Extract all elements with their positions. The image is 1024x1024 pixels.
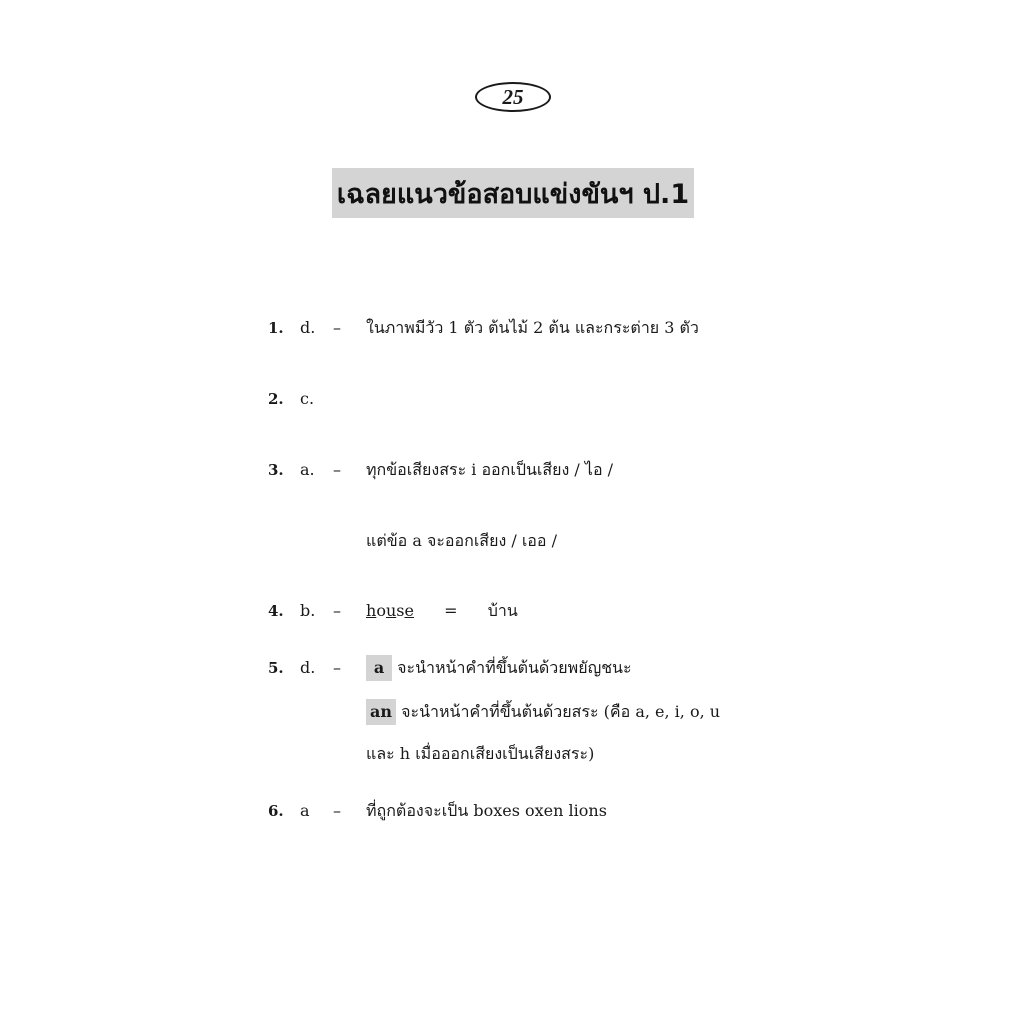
item-explanation: a จะนำหน้าคำที่ขึ้นต้นด้วยพยัญชนะ — [366, 653, 632, 683]
highlighted-article-an: an — [366, 699, 396, 725]
item-dash: – — [333, 801, 341, 820]
item-number: 5. — [268, 659, 284, 677]
item-number: 6. — [268, 802, 284, 820]
thai-meaning: บ้าน — [487, 601, 518, 620]
item-dash: – — [333, 658, 341, 677]
item-explanation: ในภาพมีวัว 1 ตัว ต้นไม้ 2 ต้น และกระต่าย 3 ตัว — [366, 318, 699, 337]
item-number: 3. — [268, 461, 284, 479]
english-word: house — [366, 601, 414, 620]
page-number: 25 — [475, 82, 551, 112]
item-explanation: และ h เมื่อออกเสียงเป็นเสียงสระ) — [366, 744, 595, 763]
item-explanation: ทุกข้อเสียงสระ i ออกเป็นเสียง / ไอ / — [366, 460, 614, 479]
item-explanation: ที่ถูกต้องจะเป็น boxes oxen lions — [366, 801, 607, 820]
item-answer: a. — [300, 460, 315, 479]
item-answer: d. — [300, 658, 316, 677]
item-number: 2. — [268, 390, 284, 408]
item-answer: b. — [300, 601, 316, 620]
page-title: เฉลยแนวข้อสอบแข่งขันฯ ป.1 — [332, 168, 694, 218]
item-answer: c. — [300, 389, 315, 408]
highlighted-article-a: a — [366, 655, 392, 681]
equals-sign: = — [444, 601, 458, 620]
item-explanation: แต่ข้อ a จะออกเสียง / เออ / — [366, 531, 557, 550]
item-answer: d. — [300, 318, 316, 337]
item-dash: – — [333, 460, 341, 479]
item-dash: – — [333, 601, 341, 620]
item-explanation: an จะนำหน้าคำที่ขึ้นต้นด้วยสระ (คือ a, e, i, o, u — [366, 697, 720, 727]
item-number: 4. — [268, 602, 284, 620]
item-answer: a — [300, 801, 310, 820]
item-explanation — [366, 596, 518, 626]
item-dash: – — [333, 318, 341, 337]
item-number: 1. — [268, 319, 284, 337]
